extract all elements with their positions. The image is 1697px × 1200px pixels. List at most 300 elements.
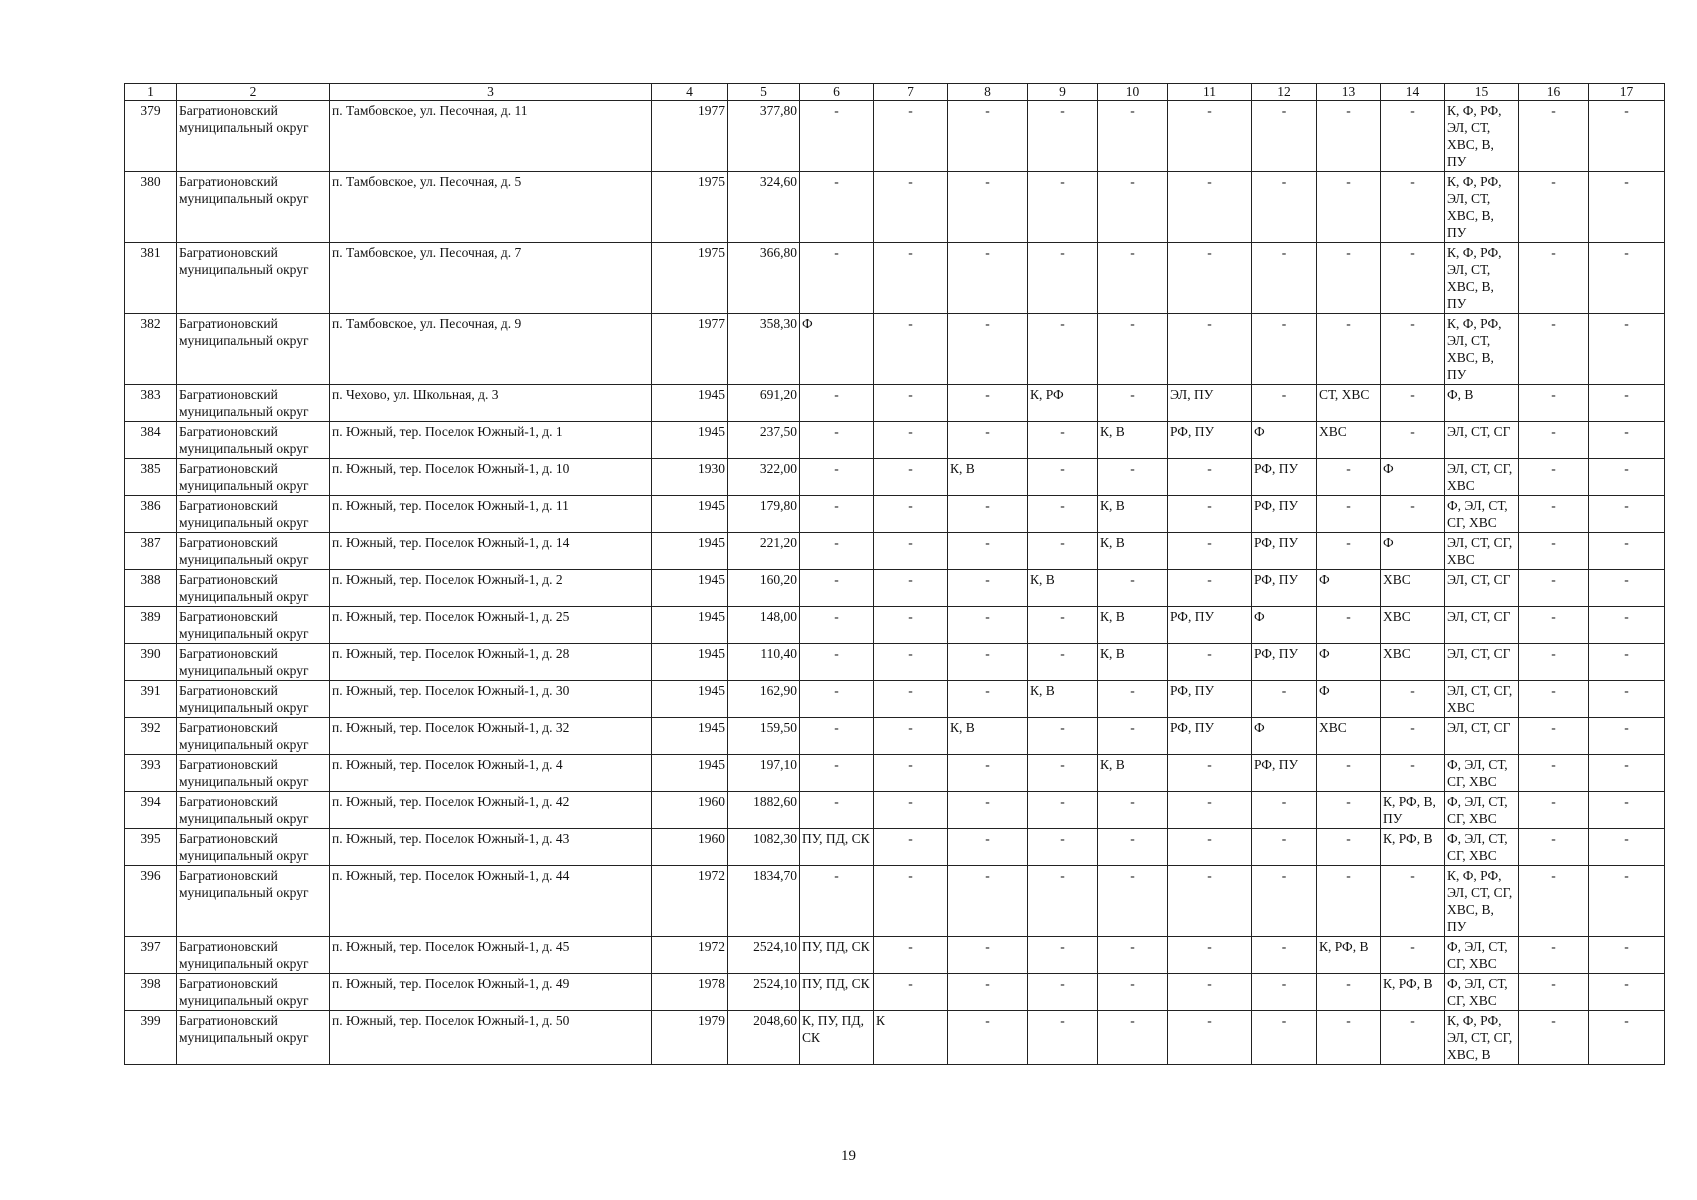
col-17-cell: - bbox=[1589, 459, 1665, 496]
col-16-cell: - bbox=[1519, 755, 1589, 792]
col-12-cell: - bbox=[1252, 829, 1317, 866]
col-9-cell: - bbox=[1028, 314, 1098, 385]
col-8-cell: - bbox=[948, 974, 1028, 1011]
col-10-cell: К, В bbox=[1098, 755, 1168, 792]
col-6-cell: К, ПУ, ПД, СК bbox=[800, 1011, 874, 1065]
col-7-cell: - bbox=[874, 755, 948, 792]
col-17-cell: - bbox=[1589, 866, 1665, 937]
col-17-cell: - bbox=[1589, 570, 1665, 607]
col-7-cell: - bbox=[874, 866, 948, 937]
column-header-8: 8 bbox=[948, 84, 1028, 101]
district-name-cell: Багратионовский муниципальный округ bbox=[177, 829, 330, 866]
address-cell: п. Тамбовское, ул. Песочная, д. 11 bbox=[330, 101, 652, 172]
col-12-cell: - bbox=[1252, 172, 1317, 243]
col-9-cell: - bbox=[1028, 533, 1098, 570]
col-9-cell: - bbox=[1028, 755, 1098, 792]
col-9-cell: - bbox=[1028, 243, 1098, 314]
address-cell: п. Южный, тер. Поселок Южный-1, д. 2 bbox=[330, 570, 652, 607]
col-12-cell: - bbox=[1252, 937, 1317, 974]
col-11-cell: - bbox=[1168, 533, 1252, 570]
address-cell: п. Южный, тер. Поселок Южный-1, д. 44 bbox=[330, 866, 652, 937]
col-10-cell: - bbox=[1098, 718, 1168, 755]
build-year-cell: 1977 bbox=[652, 101, 728, 172]
col-11-cell: РФ, ПУ bbox=[1168, 718, 1252, 755]
column-header-2: 2 bbox=[177, 84, 330, 101]
column-header-15: 15 bbox=[1445, 84, 1519, 101]
build-year-cell: 1975 bbox=[652, 243, 728, 314]
address-cell: п. Южный, тер. Поселок Южный-1, д. 50 bbox=[330, 1011, 652, 1065]
column-header-16: 16 bbox=[1519, 84, 1589, 101]
col-7-cell: - bbox=[874, 101, 948, 172]
col-16-cell: - bbox=[1519, 385, 1589, 422]
col-9-cell: - bbox=[1028, 172, 1098, 243]
col-9-cell: К, РФ bbox=[1028, 385, 1098, 422]
district-name-cell: Багратионовский муниципальный округ bbox=[177, 172, 330, 243]
col-8-cell: - bbox=[948, 829, 1028, 866]
address-cell: п. Южный, тер. Поселок Южный-1, д. 45 bbox=[330, 937, 652, 974]
col-11-cell: - bbox=[1168, 570, 1252, 607]
col-15-cell: К, Ф, РФ, ЭЛ, СТ, СГ, ХВС, В bbox=[1445, 1011, 1519, 1065]
area-cell: 197,10 bbox=[728, 755, 800, 792]
build-year-cell: 1972 bbox=[652, 937, 728, 974]
col-12-cell: Ф bbox=[1252, 718, 1317, 755]
col-8-cell: - bbox=[948, 607, 1028, 644]
col-8-cell: - bbox=[948, 422, 1028, 459]
col-15-cell: ЭЛ, СТ, СГ bbox=[1445, 570, 1519, 607]
col-12-cell: РФ, ПУ bbox=[1252, 644, 1317, 681]
col-13-cell: Ф bbox=[1317, 570, 1381, 607]
col-11-cell: - bbox=[1168, 243, 1252, 314]
district-name-cell: Багратионовский муниципальный округ bbox=[177, 607, 330, 644]
col-11-cell: - bbox=[1168, 459, 1252, 496]
col-13-cell: - bbox=[1317, 974, 1381, 1011]
table-row bbox=[125, 718, 1665, 755]
build-year-cell: 1945 bbox=[652, 570, 728, 607]
area-cell: 1834,70 bbox=[728, 866, 800, 937]
col-11-cell: РФ, ПУ bbox=[1168, 607, 1252, 644]
col-10-cell: - bbox=[1098, 243, 1168, 314]
col-9-cell: - bbox=[1028, 459, 1098, 496]
district-name-cell: Багратионовский муниципальный округ bbox=[177, 937, 330, 974]
table-header bbox=[125, 84, 1665, 101]
col-17-cell: - bbox=[1589, 533, 1665, 570]
col-10-cell: - bbox=[1098, 681, 1168, 718]
col-6-cell: - bbox=[800, 607, 874, 644]
col-16-cell: - bbox=[1519, 974, 1589, 1011]
col-11-cell: - bbox=[1168, 644, 1252, 681]
col-15-cell: ЭЛ, СТ, СГ, ХВС bbox=[1445, 533, 1519, 570]
col-6-cell: - bbox=[800, 533, 874, 570]
col-16-cell: - bbox=[1519, 533, 1589, 570]
row-number-cell: 388 bbox=[125, 570, 177, 607]
column-header-11: 11 bbox=[1168, 84, 1252, 101]
district-name-cell: Багратионовский муниципальный округ bbox=[177, 243, 330, 314]
build-year-cell: 1978 bbox=[652, 974, 728, 1011]
col-8-cell: - bbox=[948, 792, 1028, 829]
build-year-cell: 1930 bbox=[652, 459, 728, 496]
col-7-cell: - bbox=[874, 974, 948, 1011]
row-number-cell: 395 bbox=[125, 829, 177, 866]
col-13-cell: Ф bbox=[1317, 644, 1381, 681]
col-9-cell: - bbox=[1028, 792, 1098, 829]
col-11-cell: - bbox=[1168, 792, 1252, 829]
col-11-cell: - bbox=[1168, 974, 1252, 1011]
col-6-cell: - bbox=[800, 792, 874, 829]
col-13-cell: - bbox=[1317, 172, 1381, 243]
area-cell: 358,30 bbox=[728, 314, 800, 385]
col-6-cell: - bbox=[800, 718, 874, 755]
col-9-cell: К, В bbox=[1028, 681, 1098, 718]
district-name-cell: Багратионовский муниципальный округ bbox=[177, 422, 330, 459]
col-14-cell: - bbox=[1381, 496, 1445, 533]
col-15-cell: ЭЛ, СТ, СГ bbox=[1445, 607, 1519, 644]
table-row bbox=[125, 459, 1665, 496]
col-10-cell: - bbox=[1098, 459, 1168, 496]
col-11-cell: - bbox=[1168, 101, 1252, 172]
table-body bbox=[125, 101, 1665, 1065]
col-14-cell: К, РФ, В bbox=[1381, 829, 1445, 866]
build-year-cell: 1945 bbox=[652, 422, 728, 459]
col-17-cell: - bbox=[1589, 681, 1665, 718]
build-year-cell: 1945 bbox=[652, 533, 728, 570]
col-9-cell: - bbox=[1028, 1011, 1098, 1065]
col-13-cell: - bbox=[1317, 866, 1381, 937]
table-row bbox=[125, 496, 1665, 533]
area-cell: 2048,60 bbox=[728, 1011, 800, 1065]
district-name-cell: Багратионовский муниципальный округ bbox=[177, 974, 330, 1011]
col-17-cell: - bbox=[1589, 1011, 1665, 1065]
col-6-cell: ПУ, ПД, СК bbox=[800, 829, 874, 866]
col-16-cell: - bbox=[1519, 829, 1589, 866]
col-16-cell: - bbox=[1519, 1011, 1589, 1065]
col-8-cell: - bbox=[948, 1011, 1028, 1065]
col-7-cell: К bbox=[874, 1011, 948, 1065]
col-9-cell: - bbox=[1028, 644, 1098, 681]
col-10-cell: - bbox=[1098, 829, 1168, 866]
row-number-cell: 394 bbox=[125, 792, 177, 829]
col-14-cell: - bbox=[1381, 937, 1445, 974]
col-8-cell: - bbox=[948, 681, 1028, 718]
col-6-cell: - bbox=[800, 243, 874, 314]
address-cell: п. Южный, тер. Поселок Южный-1, д. 11 bbox=[330, 496, 652, 533]
col-7-cell: - bbox=[874, 792, 948, 829]
col-6-cell: ПУ, ПД, СК bbox=[800, 974, 874, 1011]
col-14-cell: ХВС bbox=[1381, 607, 1445, 644]
col-7-cell: - bbox=[874, 314, 948, 385]
col-7-cell: - bbox=[874, 459, 948, 496]
col-9-cell: - bbox=[1028, 937, 1098, 974]
col-17-cell: - bbox=[1589, 172, 1665, 243]
area-cell: 148,00 bbox=[728, 607, 800, 644]
build-year-cell: 1975 bbox=[652, 172, 728, 243]
table-row bbox=[125, 644, 1665, 681]
col-12-cell: - bbox=[1252, 974, 1317, 1011]
col-12-cell: - bbox=[1252, 243, 1317, 314]
address-cell: п. Тамбовское, ул. Песочная, д. 5 bbox=[330, 172, 652, 243]
col-17-cell: - bbox=[1589, 496, 1665, 533]
table-row bbox=[125, 607, 1665, 644]
col-14-cell: Ф bbox=[1381, 533, 1445, 570]
col-9-cell: - bbox=[1028, 607, 1098, 644]
table-row bbox=[125, 172, 1665, 243]
col-16-cell: - bbox=[1519, 459, 1589, 496]
col-17-cell: - bbox=[1589, 937, 1665, 974]
col-11-cell: РФ, ПУ bbox=[1168, 422, 1252, 459]
col-12-cell: РФ, ПУ bbox=[1252, 755, 1317, 792]
col-8-cell: - bbox=[948, 533, 1028, 570]
table-row bbox=[125, 533, 1665, 570]
address-cell: п. Южный, тер. Поселок Южный-1, д. 1 bbox=[330, 422, 652, 459]
col-8-cell: - bbox=[948, 101, 1028, 172]
area-cell: 2524,10 bbox=[728, 937, 800, 974]
col-10-cell: - bbox=[1098, 314, 1168, 385]
col-16-cell: - bbox=[1519, 101, 1589, 172]
area-cell: 162,90 bbox=[728, 681, 800, 718]
table-row bbox=[125, 101, 1665, 172]
col-15-cell: Ф, ЭЛ, СТ, СГ, ХВС bbox=[1445, 937, 1519, 974]
col-13-cell: - bbox=[1317, 1011, 1381, 1065]
col-10-cell: - bbox=[1098, 570, 1168, 607]
col-10-cell: К, В bbox=[1098, 422, 1168, 459]
col-10-cell: - bbox=[1098, 866, 1168, 937]
col-10-cell: - bbox=[1098, 101, 1168, 172]
col-8-cell: К, В bbox=[948, 459, 1028, 496]
row-number-cell: 392 bbox=[125, 718, 177, 755]
col-14-cell: - bbox=[1381, 172, 1445, 243]
build-year-cell: 1945 bbox=[652, 644, 728, 681]
area-cell: 179,80 bbox=[728, 496, 800, 533]
col-10-cell: - bbox=[1098, 792, 1168, 829]
build-year-cell: 1972 bbox=[652, 866, 728, 937]
col-13-cell: - bbox=[1317, 243, 1381, 314]
col-17-cell: - bbox=[1589, 385, 1665, 422]
col-10-cell: - bbox=[1098, 385, 1168, 422]
col-16-cell: - bbox=[1519, 792, 1589, 829]
district-name-cell: Багратионовский муниципальный округ bbox=[177, 792, 330, 829]
row-number-cell: 397 bbox=[125, 937, 177, 974]
col-8-cell: - bbox=[948, 866, 1028, 937]
col-11-cell: - bbox=[1168, 937, 1252, 974]
build-year-cell: 1945 bbox=[652, 718, 728, 755]
col-6-cell: - bbox=[800, 866, 874, 937]
col-13-cell: - bbox=[1317, 829, 1381, 866]
col-7-cell: - bbox=[874, 243, 948, 314]
col-8-cell: - bbox=[948, 496, 1028, 533]
col-15-cell: К, Ф, РФ, ЭЛ, СТ, ХВС, В, ПУ bbox=[1445, 172, 1519, 243]
col-13-cell: - bbox=[1317, 792, 1381, 829]
area-cell: 2524,10 bbox=[728, 974, 800, 1011]
district-name-cell: Багратионовский муниципальный округ bbox=[177, 718, 330, 755]
col-13-cell: - bbox=[1317, 101, 1381, 172]
col-11-cell: ЭЛ, ПУ bbox=[1168, 385, 1252, 422]
col-8-cell: - bbox=[948, 570, 1028, 607]
col-13-cell: ХВС bbox=[1317, 718, 1381, 755]
col-9-cell: - bbox=[1028, 866, 1098, 937]
col-17-cell: - bbox=[1589, 829, 1665, 866]
col-12-cell: Ф bbox=[1252, 607, 1317, 644]
area-cell: 237,50 bbox=[728, 422, 800, 459]
col-15-cell: К, Ф, РФ, ЭЛ, СТ, СГ, ХВС, В, ПУ bbox=[1445, 866, 1519, 937]
col-12-cell: - bbox=[1252, 681, 1317, 718]
col-14-cell: - bbox=[1381, 422, 1445, 459]
col-15-cell: Ф, ЭЛ, СТ, СГ, ХВС bbox=[1445, 496, 1519, 533]
col-11-cell: - bbox=[1168, 314, 1252, 385]
col-15-cell: Ф, ЭЛ, СТ, СГ, ХВС bbox=[1445, 792, 1519, 829]
address-cell: п. Южный, тер. Поселок Южный-1, д. 49 bbox=[330, 974, 652, 1011]
col-8-cell: - bbox=[948, 314, 1028, 385]
district-name-cell: Багратионовский муниципальный округ bbox=[177, 755, 330, 792]
col-10-cell: К, В bbox=[1098, 607, 1168, 644]
column-header-14: 14 bbox=[1381, 84, 1445, 101]
address-cell: п. Тамбовское, ул. Песочная, д. 7 bbox=[330, 243, 652, 314]
address-cell: п. Южный, тер. Поселок Южный-1, д. 42 bbox=[330, 792, 652, 829]
col-6-cell: - bbox=[800, 570, 874, 607]
col-14-cell: К, РФ, В, ПУ bbox=[1381, 792, 1445, 829]
area-cell: 160,20 bbox=[728, 570, 800, 607]
col-16-cell: - bbox=[1519, 570, 1589, 607]
col-6-cell: Ф bbox=[800, 314, 874, 385]
col-6-cell: - bbox=[800, 496, 874, 533]
col-12-cell: РФ, ПУ bbox=[1252, 459, 1317, 496]
col-13-cell: СТ, ХВС bbox=[1317, 385, 1381, 422]
col-13-cell: - bbox=[1317, 755, 1381, 792]
row-number-cell: 387 bbox=[125, 533, 177, 570]
district-name-cell: Багратионовский муниципальный округ bbox=[177, 314, 330, 385]
col-14-cell: Ф bbox=[1381, 459, 1445, 496]
column-header-10: 10 bbox=[1098, 84, 1168, 101]
col-14-cell: - bbox=[1381, 101, 1445, 172]
district-name-cell: Багратионовский муниципальный округ bbox=[177, 681, 330, 718]
table-row bbox=[125, 866, 1665, 937]
col-6-cell: - bbox=[800, 681, 874, 718]
row-number-cell: 379 bbox=[125, 101, 177, 172]
col-16-cell: - bbox=[1519, 496, 1589, 533]
build-year-cell: 1945 bbox=[652, 385, 728, 422]
col-13-cell: Ф bbox=[1317, 681, 1381, 718]
col-16-cell: - bbox=[1519, 681, 1589, 718]
col-15-cell: ЭЛ, СТ, СГ, ХВС bbox=[1445, 459, 1519, 496]
col-7-cell: - bbox=[874, 644, 948, 681]
col-11-cell: - bbox=[1168, 866, 1252, 937]
col-12-cell: - bbox=[1252, 866, 1317, 937]
col-14-cell: - bbox=[1381, 1011, 1445, 1065]
district-name-cell: Багратионовский муниципальный округ bbox=[177, 496, 330, 533]
col-13-cell: К, РФ, В bbox=[1317, 937, 1381, 974]
col-12-cell: - bbox=[1252, 101, 1317, 172]
area-cell: 1882,60 bbox=[728, 792, 800, 829]
table-row bbox=[125, 1011, 1665, 1065]
col-7-cell: - bbox=[874, 172, 948, 243]
column-header-13: 13 bbox=[1317, 84, 1381, 101]
district-name-cell: Багратионовский муниципальный округ bbox=[177, 385, 330, 422]
area-cell: 221,20 bbox=[728, 533, 800, 570]
col-10-cell: - bbox=[1098, 1011, 1168, 1065]
col-15-cell: ЭЛ, СТ, СГ bbox=[1445, 718, 1519, 755]
col-10-cell: - bbox=[1098, 974, 1168, 1011]
col-14-cell: - bbox=[1381, 243, 1445, 314]
col-10-cell: К, В bbox=[1098, 496, 1168, 533]
area-cell: 691,20 bbox=[728, 385, 800, 422]
area-cell: 110,40 bbox=[728, 644, 800, 681]
col-7-cell: - bbox=[874, 422, 948, 459]
col-10-cell: К, В bbox=[1098, 533, 1168, 570]
col-12-cell: - bbox=[1252, 385, 1317, 422]
column-header-12: 12 bbox=[1252, 84, 1317, 101]
col-16-cell: - bbox=[1519, 718, 1589, 755]
col-16-cell: - bbox=[1519, 937, 1589, 974]
address-cell: п. Южный, тер. Поселок Южный-1, д. 32 bbox=[330, 718, 652, 755]
row-number-cell: 380 bbox=[125, 172, 177, 243]
address-cell: п. Южный, тер. Поселок Южный-1, д. 30 bbox=[330, 681, 652, 718]
table-row bbox=[125, 314, 1665, 385]
build-year-cell: 1977 bbox=[652, 314, 728, 385]
table-row bbox=[125, 681, 1665, 718]
area-cell: 324,60 bbox=[728, 172, 800, 243]
col-11-cell: - bbox=[1168, 755, 1252, 792]
col-6-cell: - bbox=[800, 755, 874, 792]
col-12-cell: - bbox=[1252, 314, 1317, 385]
district-name-cell: Багратионовский муниципальный округ bbox=[177, 101, 330, 172]
col-14-cell: - bbox=[1381, 314, 1445, 385]
table-row bbox=[125, 792, 1665, 829]
col-13-cell: ХВС bbox=[1317, 422, 1381, 459]
col-13-cell: - bbox=[1317, 607, 1381, 644]
col-9-cell: - bbox=[1028, 974, 1098, 1011]
col-7-cell: - bbox=[874, 496, 948, 533]
table-row bbox=[125, 937, 1665, 974]
col-12-cell: - bbox=[1252, 792, 1317, 829]
col-8-cell: К, В bbox=[948, 718, 1028, 755]
col-16-cell: - bbox=[1519, 172, 1589, 243]
table-row bbox=[125, 385, 1665, 422]
district-name-cell: Багратионовский муниципальный округ bbox=[177, 459, 330, 496]
col-6-cell: - bbox=[800, 459, 874, 496]
col-16-cell: - bbox=[1519, 243, 1589, 314]
table-row bbox=[125, 755, 1665, 792]
col-8-cell: - bbox=[948, 755, 1028, 792]
col-12-cell: Ф bbox=[1252, 422, 1317, 459]
col-13-cell: - bbox=[1317, 496, 1381, 533]
col-11-cell: - bbox=[1168, 172, 1252, 243]
address-cell: п. Южный, тер. Поселок Южный-1, д. 28 bbox=[330, 644, 652, 681]
row-number-cell: 382 bbox=[125, 314, 177, 385]
column-header-9: 9 bbox=[1028, 84, 1098, 101]
area-cell: 377,80 bbox=[728, 101, 800, 172]
row-number-cell: 384 bbox=[125, 422, 177, 459]
table-row bbox=[125, 422, 1665, 459]
col-7-cell: - bbox=[874, 718, 948, 755]
col-9-cell: - bbox=[1028, 101, 1098, 172]
col-9-cell: - bbox=[1028, 496, 1098, 533]
col-16-cell: - bbox=[1519, 422, 1589, 459]
col-10-cell: - bbox=[1098, 172, 1168, 243]
col-15-cell: ЭЛ, СТ, СГ bbox=[1445, 644, 1519, 681]
col-6-cell: - bbox=[800, 644, 874, 681]
col-7-cell: - bbox=[874, 829, 948, 866]
column-header-3: 3 bbox=[330, 84, 652, 101]
col-17-cell: - bbox=[1589, 644, 1665, 681]
col-8-cell: - bbox=[948, 937, 1028, 974]
col-15-cell: Ф, В bbox=[1445, 385, 1519, 422]
table-row bbox=[125, 974, 1665, 1011]
col-14-cell: - bbox=[1381, 755, 1445, 792]
col-14-cell: К, РФ, В bbox=[1381, 974, 1445, 1011]
col-14-cell: - bbox=[1381, 681, 1445, 718]
col-12-cell: - bbox=[1252, 1011, 1317, 1065]
col-17-cell: - bbox=[1589, 314, 1665, 385]
col-8-cell: - bbox=[948, 243, 1028, 314]
col-14-cell: - bbox=[1381, 866, 1445, 937]
